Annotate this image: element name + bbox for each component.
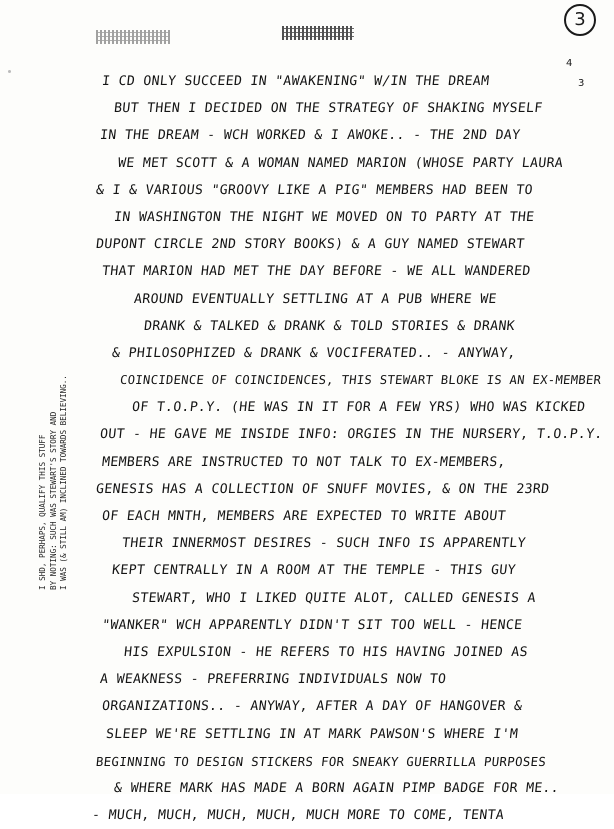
paper-speck (8, 70, 11, 73)
text-line: KEPT CENTRALLY IN A ROOM AT THE TEMPLE - THIS GUY (111, 563, 517, 579)
text-line: COINCIDENCE OF COINCIDENCES, THIS STEWART BLOKE IS AN EX-MEMBER (119, 373, 602, 388)
text-line: - MUCH, MUCH, MUCH, MUCH, MUCH MORE TO COME, TENTA (91, 808, 505, 824)
text-line: OUT - HE GAVE ME INSIDE INFO: ORGIES IN THE NURSERY, T.O.P.Y. (99, 427, 604, 443)
crossed-out-heading (282, 26, 354, 40)
side-note-line: I WAS (& STILL AM) INCLINED TOWARDS BELIEVING.. (59, 375, 68, 590)
text-line: SLEEP WE'RE SETTLING IN AT MARK PAWSON'S WHERE I'M (105, 726, 519, 742)
margin-side-note (38, 300, 70, 590)
text-line: A WEAKNESS - PREFERRING INDIVIDUALS NOW TO (99, 672, 447, 688)
page-number: 3 (564, 4, 596, 36)
text-line: DUPONT CIRCLE 2ND STORY BOOKS) & A GUY NAMED STEWART (95, 237, 526, 253)
crossed-out-text-left (96, 30, 170, 44)
text-line: OF T.O.P.Y. (HE WAS IN IT FOR A FEW YRS) WHO WAS KICKED (131, 400, 586, 416)
text-line: STEWART, WHO I LIKED QUITE ALOT, CALLED GENESIS A (131, 590, 537, 606)
text-line: IN WASHINGTON THE NIGHT WE MOVED ON TO PARTY AT THE (113, 209, 536, 225)
margin-mark-upper: 4 (566, 58, 573, 69)
text-line: I CD ONLY SUCCEED IN "AWAKENING" W/IN THE DREAM (101, 74, 491, 89)
text-line: IN THE DREAM - WCH WORKED & I AWOKE.. - THE 2ND DAY (99, 128, 522, 144)
text-line: THAT MARION HAD MET THE DAY BEFORE - WE ALL WANDERED (101, 264, 532, 280)
text-line: GENESIS HAS A COLLECTION OF SNUFF MOVIES, & ON THE 23RD (95, 481, 550, 497)
text-line: AROUND EVENTUALLY SETTLING AT A PUB WHERE WE (133, 291, 498, 307)
side-note-line: I SHD, PERHAPS, QUALIFY THIS STUFF (38, 434, 47, 590)
text-line: THEIR INNERMOST DESIRES - SUCH INFO IS APPARENTLY (121, 536, 527, 552)
handwritten-body (91, 68, 604, 829)
text-line: DRANK & TALKED & DRANK & TOLD STORIES & DRANK (143, 318, 516, 334)
text-line: & PHILOSOPHIZED & DRANK & VOCIFERATED.. - ANYWAY, (111, 345, 517, 361)
text-line: BUT THEN I DECIDED ON THE STRATEGY OF SHAKING MYSELF (113, 101, 544, 117)
text-line: & I & VARIOUS "GROOVY LIKE A PIG" MEMBERS HAD BEEN TO (95, 182, 534, 198)
margin-mark-lower: 3 (578, 78, 585, 89)
text-line: "WANKER" WCH APPARENTLY DIDN'T SIT TOO WELL - HENCE (101, 617, 524, 633)
side-note-line: BY NOTING: SUCH WAS STEWART'S STORY AND (48, 411, 58, 590)
text-line: HIS EXPULSION - HE REFERS TO HIS HAVING JOINED AS (123, 644, 529, 660)
text-line: WE MET SCOTT & A WOMAN NAMED MARION (WHOSE PARTY LAURA (117, 155, 564, 171)
text-line: ORGANIZATIONS.. - ANYWAY, AFTER A DAY OF HANGOVER & (101, 699, 524, 715)
text-line: MEMBERS ARE INSTRUCTED TO NOT TALK TO EX-MEMBERS, (101, 454, 507, 470)
text-line: BEGINNING TO DESIGN STICKERS FOR SNEAKY GUERRILLA PURPOSES (95, 753, 547, 769)
text-line: & WHERE MARK HAS MADE A BORN AGAIN PIMP BADGE FOR ME.. (113, 780, 560, 796)
text-line: OF EACH MNTH, MEMBERS ARE EXPECTED TO WRITE ABOUT (101, 509, 507, 524)
